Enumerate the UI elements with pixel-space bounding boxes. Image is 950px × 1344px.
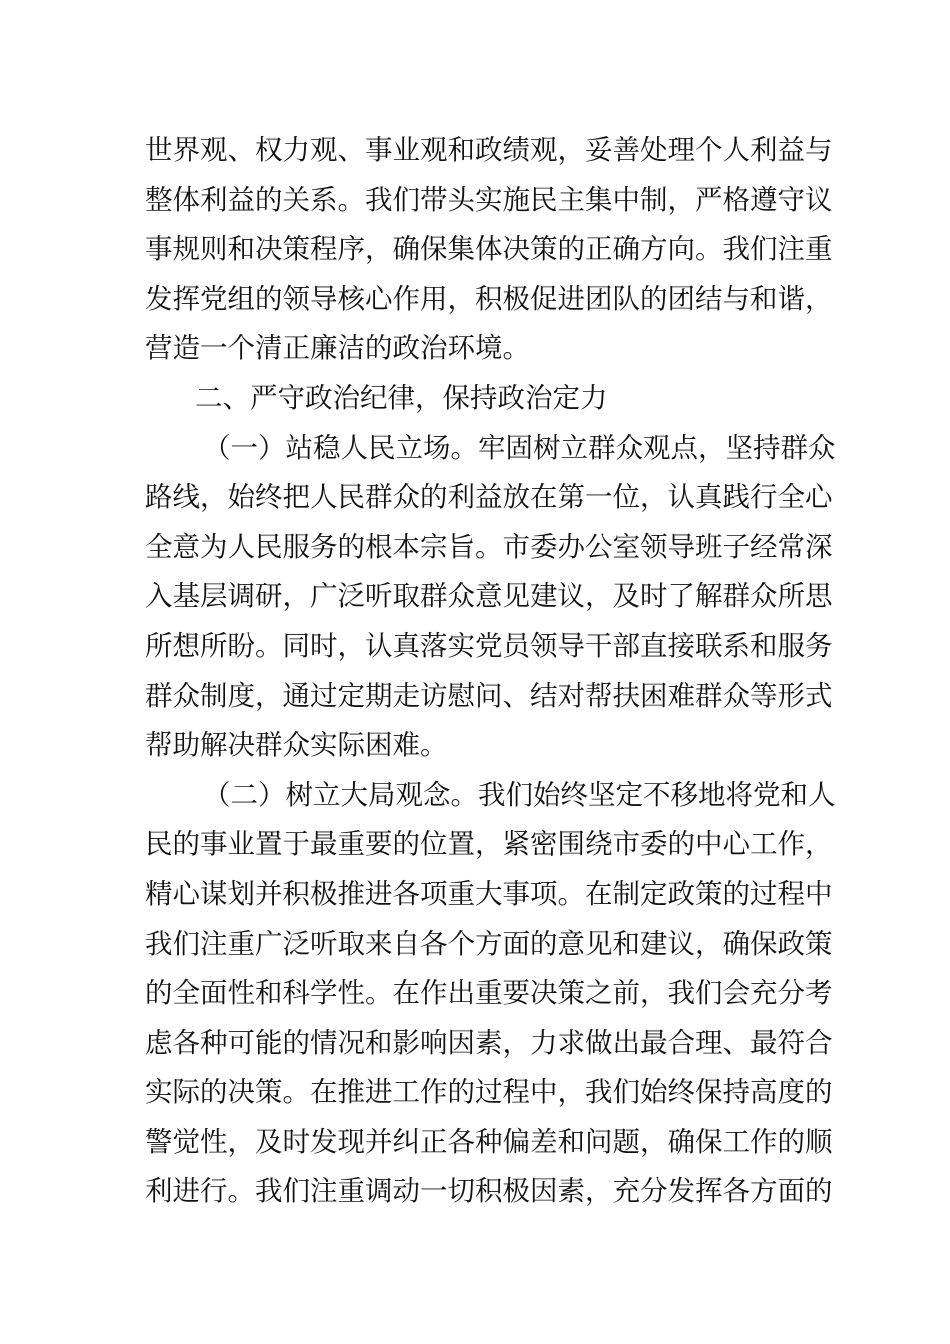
subsection-heading-line: （一）站稳人民立场。牢固树立群众观点，坚持群众: [203, 431, 836, 464]
text-line: 警觉性，及时发现并纠正各种偏差和问题，确保工作的顺: [145, 1125, 833, 1158]
text-line: 所想所盼。同时，认真落实党员领导干部直接联系和服务: [145, 629, 833, 662]
text-line: 事规则和决策程序，确保集体决策的正确方向。我们注重: [145, 233, 833, 266]
text-line: 的全面性和科学性。在作出重要决策之前，我们会充分考: [145, 977, 833, 1010]
document-body: [145, 126, 836, 1217]
text-line: 帮助解决群众实际困难。: [145, 729, 448, 762]
text-line: 精心谋划并积极推进各项重大事项。在制定政策的过程中: [145, 877, 833, 910]
subsection-heading-line: （二）树立大局观念。我们始终坚定不移地将党和人: [203, 778, 836, 811]
text-line: 虑各种可能的情况和影响因素，力求做出最合理、最符合: [145, 1026, 833, 1059]
text-line: 我们注重广泛听取来自各个方面的意见和建议，确保政策: [145, 927, 833, 960]
text-line: 民的事业置于最重要的位置，紧密围绕市委的中心工作，: [145, 828, 833, 861]
text-line: 营造一个清正廉洁的政治环境。: [145, 332, 530, 365]
section-heading: 二、严守政治纪律，保持政治定力: [195, 381, 608, 414]
text-line: 群众制度，通过定期走访慰问、结对帮扶困难群众等形式: [145, 679, 833, 712]
text-line: 路线，始终把人民群众的利益放在第一位，认真践行全心: [145, 481, 833, 514]
text-line: 整体利益的关系。我们带头实施民主集中制，严格遵守议: [145, 183, 833, 216]
text-line: 全意为人民服务的根本宗旨。市委办公室领导班子经常深: [145, 530, 833, 563]
text-line: 发挥党组的领导核心作用，积极促进团队的团结与和谐，: [145, 282, 833, 315]
text-line: 利进行。我们注重调动一切积极因素，充分发挥各方面的: [145, 1175, 833, 1208]
text-line: 入基层调研，广泛听取群众意见建议，及时了解群众所思: [145, 580, 833, 613]
text-line: 世界观、权力观、事业观和政绩观，妥善处理个人利益与: [145, 134, 833, 166]
text-line: 实际的决策。在推进工作的过程中，我们始终保持高度的: [145, 1076, 833, 1109]
